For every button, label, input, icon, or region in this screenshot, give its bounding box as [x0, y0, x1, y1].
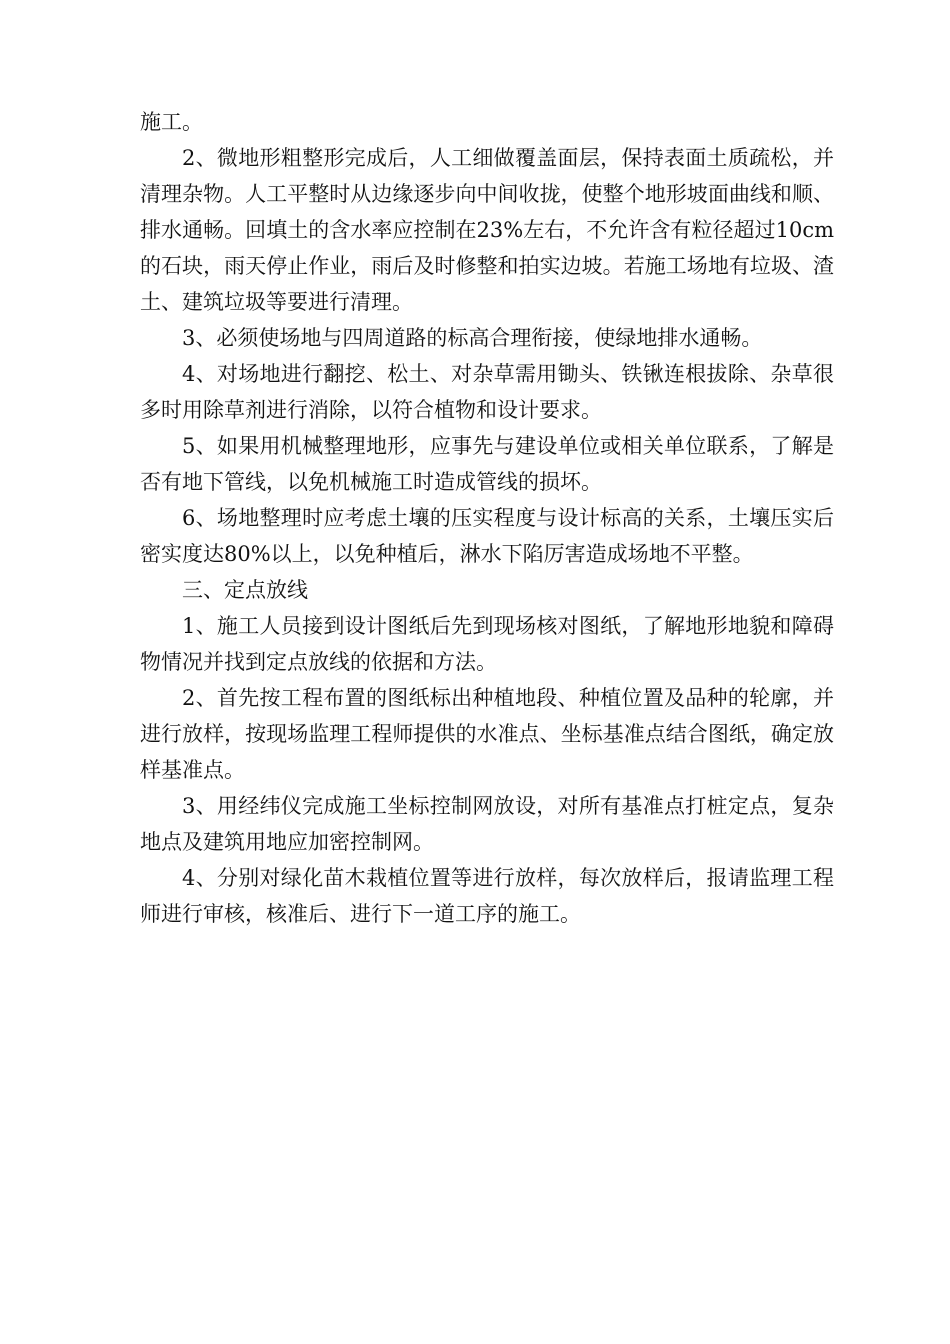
paragraph-continuation: 施工。 [140, 110, 203, 134]
paragraph-staking-item-3: 3、用经纬仪完成施工坐标控制网放设，对所有基准点打桩定点，复杂地点及建筑用地应加密控制网。 [140, 794, 834, 854]
paragraph-item-3-elevation: 3、必须使场地与四周道路的标高合理衔接，使绿地排水通畅。 [182, 326, 763, 350]
paragraph-staking-item-1: 1、施工人员接到设计图纸后先到现场核对图纸，了解地形地貌和障碍物情况并找到定点放线的依据和方法。 [140, 614, 834, 674]
paragraph-item-5-machinery: 5、如果用机械整理地形，应事先与建设单位或相关单位联系，了解是否有地下管线，以免机械施工时造成管线的损坏。 [140, 434, 834, 494]
paragraph-item-6-compaction: 6、场地整理时应考虑土壤的压实程度与设计标高的关系，土壤压实后密实度达80%以上，以免种植后，淋水下陷厉害造成场地不平整。 [140, 506, 834, 566]
paragraph-item-4-weeding: 4、对场地进行翻挖、松土、对杂草需用锄头、铁锹连根拔除、杂草很多时用除草剂进行消除，以符合植物和设计要求。 [140, 362, 834, 422]
paragraph-item-2-surface-leveling: 2、微地形粗整形完成后，人工细做覆盖面层，保持表面土质疏松，并清理杂物。人工平整时从边缘逐步向中间收拢，使整个地形坡面曲线和顺、排水通畅。回填土的含水率应控制在23%左右，不允许含有粒径超过10cm的石块，雨天停止作业，雨后及时修整和拍实边坡。若施工场地有垃圾、渣土、建筑垃圾等要进行清理。 [140, 146, 834, 314]
section-heading-staking-out: 三、定点放线 [182, 578, 308, 602]
paragraph-staking-item-4: 4、分别对绿化苗木栽植位置等进行放样，每次放样后，报请监理工程师进行审核，核准后、进行下一道工序的施工。 [140, 866, 834, 926]
document-body [140, 104, 834, 932]
paragraph-staking-item-2: 2、首先按工程布置的图纸标出种植地段、种植位置及品种的轮廓，并进行放样，按现场监理工程师提供的水准点、坐标基准点结合图纸，确定放样基准点。 [140, 686, 834, 782]
